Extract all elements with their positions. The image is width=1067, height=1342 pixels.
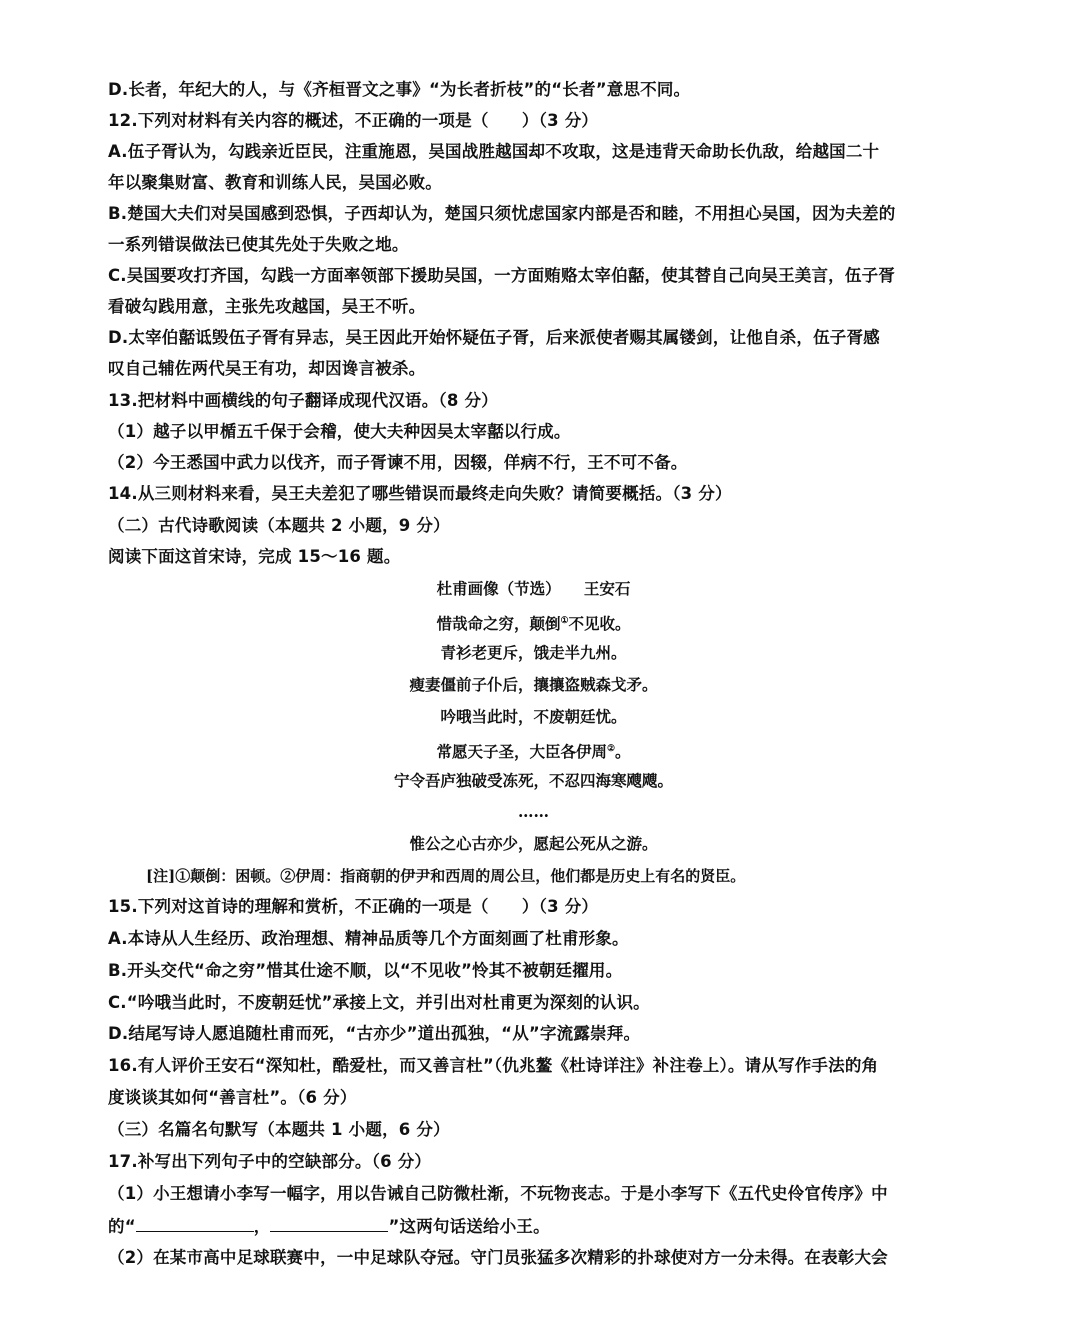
question-15: 15.下列对这首诗的理解和赏析，不正确的一项是（ ）（3 分） <box>108 897 599 916</box>
option-b-q12: B.楚国大夫们对吴国感到恐惧，子西却认为，楚国只须忧虑国家内部是否和睦，不用担心吴国，因为夫差的 <box>108 204 896 223</box>
poem-line-6: 宁令吾庐独破受冻死，不忍四海寒飕飕。 <box>393 771 673 790</box>
option-d-q12: D.太宰伯嚭诋毁伍子胥有异志，吴王因此开始怀疑伍子胥，后来派使者赐其属镂剑，让他自杀，伍子胥感 <box>108 328 880 347</box>
poem-instruction: 阅读下面这首宋诗，完成 15～16 题。 <box>108 547 401 566</box>
option-c-q12: C.吴国要攻打齐国，勾践一方面率领部下援助吴国，一方面贿赂太宰伯嚭，使其替自己向吴王美言，伍子胥 <box>108 266 895 285</box>
poem-line-3: 瘦妻僵前子仆后，攘攘盗贼森戈矛。 <box>409 675 658 694</box>
question-17-item-1: （1）小王想请小李写一幅字，用以告诫自己防微杜渐，不玩物丧志。于是小李写下《五代史伶官传序》中 <box>108 1184 888 1203</box>
footnote-marker-1: ① <box>560 616 569 626</box>
question-13: 13.把材料中画横线的句子翻译成现代汉语。（8 分） <box>108 391 498 410</box>
option-a-q15: A.本诗从人生经历、政治理想、精神品质等几个方面刻画了杜甫形象。 <box>108 929 629 948</box>
footnote-marker-2: ② <box>606 744 616 754</box>
section-heading-recitation: （三）名篇名句默写（本题共 1 小题，6 分） <box>108 1120 450 1139</box>
poem-note: [注]①颠倒：困顿。②伊周：指商朝的伊尹和西周的周公旦，他们都是历史上有名的贤臣。 <box>146 867 746 885</box>
option-c-q15: C.“吟哦当此时，不废朝廷忧”承接上文，并引出对杜甫更为深刻的认识。 <box>108 993 650 1012</box>
option-c-q12-cont: 看破勾践用意，主张先攻越国，吴王不听。 <box>108 297 426 316</box>
poem-line-7: 惟公之心古亦少，愿起公死从之游。 <box>409 834 658 853</box>
section-heading-poetry: （二）古代诗歌阅读（本题共 2 小题，9 分） <box>108 516 450 535</box>
answer-blank-1[interactable] <box>136 1215 254 1232</box>
question-14: 14.从三则材料来看，吴王夫差犯了哪些错误而最终走向失败？请简要概括。（3 分） <box>108 484 732 503</box>
option-b-q15: B.开头交代“命之穷”惜其仕途不顺，以“不见收”怜其不被朝廷擢用。 <box>108 961 623 980</box>
poem-ellipsis: …… <box>518 802 549 821</box>
poem-line-2: 青衫老更斥，饿走半九州。 <box>440 643 627 662</box>
poem-line-5: 常愿天子圣，大臣各伊周②。 <box>436 742 631 762</box>
option-d-q12-cont: 叹自己辅佐两代吴王有功，却因谗言被杀。 <box>108 359 426 378</box>
question-17: 17.补写出下列句子中的空缺部分。（6 分） <box>108 1152 432 1171</box>
option-d-q15: D.结尾写诗人愿追随杜甫而死，“古亦少”道出孤独，“从”字流露崇拜。 <box>108 1024 641 1043</box>
poem-line-4: 吟哦当此时，不废朝廷忧。 <box>440 707 627 726</box>
poem-title: 杜甫画像（节选） 王安石 <box>436 579 631 598</box>
option-a-q12-cont: 年以聚集财富、教育和训练人民，吴国必败。 <box>108 173 442 192</box>
question-13-item-1: （1）越子以甲楯五千保于会稽，使大夫种因吴太宰嚭以行成。 <box>108 422 571 441</box>
answer-blank-2[interactable] <box>270 1215 388 1232</box>
poem-line-1: 惜哉命之穷，颠倒①不见收。 <box>436 614 631 634</box>
question-13-item-2: （2）今王悉国中武力以伐齐，而子胥谏不用，因辍，佯病不行，王不可不备。 <box>108 453 688 472</box>
option-d-q11: D.长者，年纪大的人，与《齐桓晋文之事》“为长者折枝”的“长者”意思不同。 <box>108 80 691 99</box>
question-16: 16.有人评价王安石“深知杜，酷爱杜，而又善言杜”（仇兆鳌《杜诗详注》补注卷上）。请从写作手法的角 <box>108 1056 879 1075</box>
question-17-item-1-cont: 的“ ， ”这两句话送给小王。 <box>108 1217 550 1236</box>
question-16-cont: 度谈谈其如何“善言杜”。（6 分） <box>108 1088 357 1107</box>
question-17-item-2: （2）在某市高中足球联赛中，一中足球队夺冠。守门员张猛多次精彩的扑球使对方一分未得。在表彰大会 <box>108 1248 888 1267</box>
option-b-q12-cont: 一系列错误做法已使其先处于失败之地。 <box>108 235 409 254</box>
question-12: 12.下列对材料有关内容的概述，不正确的一项是（ ）（3 分） <box>108 111 599 130</box>
option-a-q12: A.伍子胥认为，勾践亲近臣民，注重施恩，吴国战胜越国却不攻取，这是违背天命助长仇敌，给越国二十 <box>108 142 880 161</box>
